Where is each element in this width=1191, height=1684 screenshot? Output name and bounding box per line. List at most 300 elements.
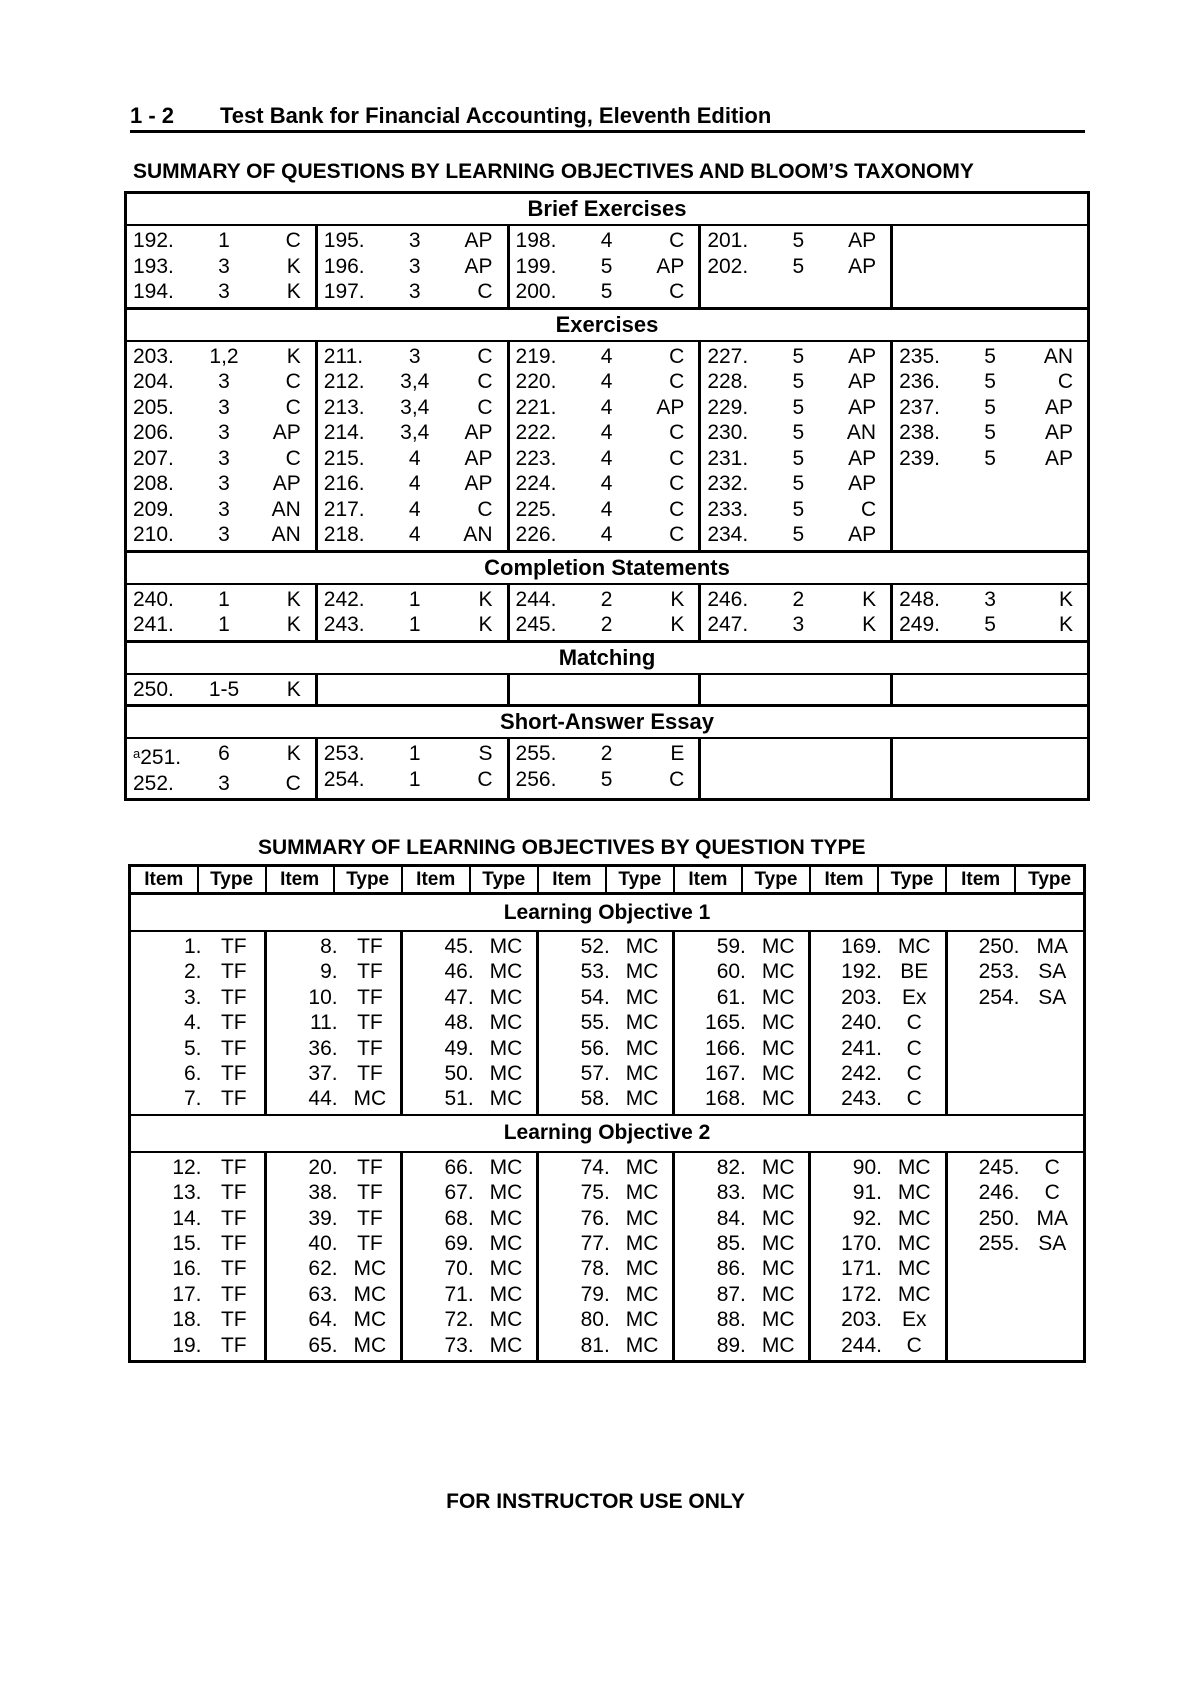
question-type: MC: [897, 935, 931, 958]
item-group: [402, 931, 538, 1115]
question-type: MC: [353, 1087, 387, 1111]
learning-objective: 5: [792, 229, 805, 252]
item-number: 55.: [580, 1011, 610, 1035]
item-number: 172.: [841, 1282, 882, 1306]
question-type: TF: [357, 985, 383, 1009]
objective-heading: Learning Objective 2: [130, 1115, 1085, 1152]
item-list: [948, 932, 1083, 1012]
item-number: 168.: [705, 1087, 746, 1111]
item-group: [674, 931, 810, 1115]
item-list: [675, 1153, 808, 1360]
question-type: MC: [625, 1181, 659, 1205]
question-number: 253.: [323, 742, 365, 765]
item-number: 19.: [172, 1333, 202, 1357]
question-type: MC: [625, 1282, 659, 1306]
question-type: MC: [625, 1308, 659, 1332]
type-column-header: Type: [742, 866, 810, 894]
question-number: 206.: [133, 421, 174, 444]
question-type: C: [906, 1062, 922, 1086]
item-number: 5.: [184, 1036, 202, 1060]
learning-objective: 4: [600, 421, 613, 444]
question-number: 247.: [707, 613, 749, 636]
learning-objective: 5: [984, 421, 996, 444]
question-number: 238.: [899, 421, 940, 444]
bloom-level: E: [670, 742, 685, 765]
question-type: MC: [897, 1257, 931, 1281]
learning-objective: 4: [408, 523, 421, 546]
section-data-row: [126, 674, 1089, 706]
bloom-level: AP: [848, 370, 877, 393]
item-number: 87.: [716, 1282, 746, 1306]
question-list: [701, 585, 890, 640]
question-type: MC: [625, 1257, 659, 1281]
question-number: 192.: [133, 229, 174, 252]
objective-data-row: [130, 931, 1085, 1115]
question-type: MC: [489, 1308, 523, 1332]
question-type: MC: [489, 1206, 523, 1230]
column-header-row: [130, 866, 1085, 894]
item-list: [131, 932, 264, 1114]
question-number: 232.: [707, 472, 749, 495]
bloom-level: AN: [463, 523, 493, 546]
question-number: 214.: [323, 421, 365, 444]
item-number: 71.: [444, 1282, 474, 1306]
bloom-level: K: [286, 254, 301, 278]
question-type: MC: [761, 1257, 795, 1281]
item-number: 57.: [580, 1062, 610, 1086]
question-type: MC: [489, 1181, 523, 1205]
bloom-level: AP: [1044, 421, 1073, 444]
question-number: 207.: [133, 446, 174, 470]
question-type: MC: [353, 1308, 387, 1332]
question-number: 195.: [323, 229, 365, 252]
item-column-header: Item: [130, 866, 198, 894]
learning-objective: 5: [792, 344, 805, 368]
bloom-level: K: [286, 613, 301, 636]
question-type: MC: [897, 1155, 931, 1179]
learning-objective-table: [128, 864, 1086, 1363]
item-number: 243.: [841, 1087, 882, 1111]
objective-heading: Learning Objective 1: [130, 894, 1085, 932]
item-number: 74.: [580, 1155, 610, 1179]
item-number: 66.: [444, 1155, 474, 1179]
question-type: SA: [1038, 1232, 1067, 1256]
section-header-row: [126, 193, 1089, 226]
question-group: [892, 341, 1089, 552]
question-type: Ex: [902, 1308, 927, 1332]
question-type: TF: [220, 1087, 247, 1111]
section-header-row: [126, 641, 1089, 674]
learning-objective: 5: [792, 497, 805, 521]
item-list: [539, 1153, 672, 1360]
item-number: 167.: [705, 1062, 746, 1086]
question-list: [318, 585, 507, 640]
question-number: 246.: [707, 587, 749, 611]
bloom-level: AP: [464, 446, 493, 470]
item-list: [539, 932, 672, 1114]
learning-objective: 5: [984, 344, 996, 368]
item-number: 48.: [444, 1011, 474, 1035]
objective-header-row: [130, 894, 1085, 932]
question-type: TF: [220, 1155, 247, 1179]
bloom-level: S: [478, 742, 493, 765]
type-column-header: Type: [334, 866, 402, 894]
question-type: TF: [357, 935, 383, 958]
question-type: MA: [1036, 935, 1068, 958]
question-type: TF: [220, 960, 247, 984]
question-list: [701, 342, 890, 550]
question-number: 197.: [323, 280, 365, 303]
item-number: 39.: [308, 1206, 338, 1230]
bloom-table-title: SUMMARY OF QUESTIONS BY LEARNING OBJECTIVES AND BLOOM’S TAXONOMY: [133, 160, 974, 183]
item-number: 53.: [580, 960, 610, 984]
item-column-header: Item: [946, 866, 1015, 894]
learning-objective: 3: [218, 395, 230, 419]
question-type: TF: [220, 1181, 247, 1205]
question-list: [127, 675, 315, 705]
bloom-level: AP: [656, 254, 685, 278]
learning-objective: 2: [792, 587, 805, 611]
question-group: [316, 584, 508, 642]
question-type: MC: [761, 1087, 795, 1111]
bloom-level: K: [478, 613, 493, 636]
type-column-header: Type: [606, 866, 674, 894]
question-number: 227.: [707, 344, 749, 368]
item-number: 69.: [444, 1232, 474, 1256]
bloom-level: C: [477, 344, 493, 368]
item-number: 38.: [308, 1181, 338, 1205]
bloom-level: AN: [1043, 344, 1073, 368]
bloom-level: AP: [464, 472, 493, 495]
question-group: [508, 225, 700, 308]
question-number: 229.: [707, 395, 749, 419]
item-number: 2.: [184, 960, 202, 984]
learning-objective: 3: [408, 254, 421, 278]
item-number: 15.: [172, 1232, 202, 1256]
question-list: [510, 739, 699, 794]
bloom-level: K: [862, 613, 877, 636]
question-list: [318, 675, 507, 704]
bloom-level: AP: [272, 472, 301, 495]
item-list: [131, 1153, 264, 1360]
item-number: 59.: [716, 935, 746, 958]
question-type: MC: [761, 1333, 795, 1357]
question-number: 228.: [707, 370, 749, 393]
question-type: C: [1044, 1155, 1060, 1179]
item-number: 90.: [852, 1155, 882, 1179]
item-number: 86.: [716, 1257, 746, 1281]
item-number: 91.: [852, 1181, 882, 1205]
question-type: SA: [1038, 985, 1067, 1009]
bloom-level: C: [477, 280, 493, 303]
question-type: MC: [489, 935, 523, 958]
question-type: MC: [761, 1308, 795, 1332]
question-list: [893, 585, 1087, 640]
bloom-level: C: [669, 472, 685, 495]
question-number: 219.: [515, 344, 557, 368]
learning-objective: 4: [600, 344, 613, 368]
bloom-level: C: [669, 523, 685, 546]
question-number: 208.: [133, 472, 174, 495]
bloom-level: C: [285, 395, 301, 419]
learning-objective: 2: [600, 587, 613, 611]
bloom-taxonomy-table: [124, 191, 1090, 801]
question-type: MC: [489, 1062, 523, 1086]
question-type: MC: [489, 1087, 523, 1111]
bloom-level: C: [285, 771, 301, 795]
type-column-header: Type: [470, 866, 538, 894]
learning-objective: 3: [408, 344, 421, 368]
question-list: [701, 226, 890, 281]
bloom-level: C: [669, 497, 685, 521]
learning-objective: 3: [218, 472, 230, 495]
question-type: BE: [900, 960, 929, 984]
bloom-level: C: [285, 370, 301, 393]
question-number: 234.: [707, 523, 749, 546]
question-type: MC: [489, 1036, 523, 1060]
item-number: 244.: [841, 1333, 882, 1357]
learning-objective: 3: [218, 497, 230, 521]
learning-objective: 3: [984, 587, 996, 611]
learning-objective: 4: [408, 497, 421, 521]
item-list: [267, 1153, 400, 1360]
question-type: C: [906, 1087, 922, 1111]
item-number: 56.: [580, 1036, 610, 1060]
learning-objective: 4: [600, 497, 613, 521]
item-number: 80.: [580, 1308, 610, 1332]
learning-objective: 5: [984, 370, 996, 393]
question-number: 243.: [323, 613, 365, 636]
question-type: MC: [761, 985, 795, 1009]
question-type: TF: [357, 1011, 383, 1035]
question-group: [126, 341, 317, 552]
question-number: 245.: [515, 613, 557, 636]
question-number: 224.: [515, 472, 557, 495]
item-number: 65.: [308, 1333, 338, 1357]
item-list: [811, 1153, 944, 1360]
item-number: 51.: [444, 1087, 474, 1111]
question-number: 203.: [133, 344, 174, 368]
learning-objective: 5: [792, 421, 805, 444]
item-number: 46.: [444, 960, 474, 984]
question-group: [316, 225, 508, 308]
bloom-level: C: [477, 370, 493, 393]
item-number: 40.: [308, 1232, 338, 1256]
bloom-level: AP: [848, 472, 877, 495]
item-group: [946, 931, 1084, 1115]
learning-objective: 1: [408, 742, 421, 765]
question-group: [892, 225, 1089, 308]
question-type: TF: [220, 985, 247, 1009]
learning-objective: 3: [408, 280, 421, 303]
question-number: 248.: [899, 587, 940, 611]
section-heading: Exercises: [126, 308, 1089, 341]
bloom-level: C: [669, 767, 685, 791]
item-number: 60.: [716, 960, 746, 984]
item-number: 6.: [184, 1062, 202, 1086]
question-type: TF: [220, 1062, 247, 1086]
learning-objective: 5: [792, 523, 805, 546]
question-list: [893, 226, 1087, 255]
bloom-level: K: [286, 587, 301, 611]
question-number: 254.: [323, 767, 365, 791]
bloom-level: AP: [1044, 395, 1073, 419]
question-group: [508, 341, 700, 552]
bloom-level: K: [478, 587, 493, 611]
question-number: 255.: [515, 742, 557, 765]
question-type: C: [1044, 1181, 1060, 1205]
item-number: 37.: [308, 1062, 338, 1086]
question-type: MC: [353, 1282, 387, 1306]
question-group: [316, 738, 508, 800]
question-number: 249.: [899, 613, 940, 636]
section-heading: Brief Exercises: [126, 193, 1089, 226]
learning-objective: 1: [218, 229, 230, 252]
bloom-level: AP: [656, 395, 685, 419]
learning-objective: 4: [408, 472, 421, 495]
question-number: 198.: [515, 229, 557, 252]
question-type: TF: [220, 1308, 247, 1332]
question-number-text: 251.: [140, 746, 182, 769]
question-type: MC: [625, 1206, 659, 1230]
item-group: [266, 1152, 402, 1362]
item-number: 82.: [716, 1155, 746, 1179]
question-type: TF: [220, 935, 247, 958]
learning-objective: 3: [218, 446, 230, 470]
item-group: [402, 1152, 538, 1362]
learning-objective: 1: [218, 587, 230, 611]
learning-objective: 3: [408, 229, 421, 252]
question-number: 230.: [707, 421, 749, 444]
item-number: 13.: [172, 1181, 202, 1205]
question-number: 199.: [515, 254, 557, 278]
learning-objective: 6: [218, 742, 230, 765]
book-title: Test Bank for Financial Accounting, Eleventh Edition: [220, 103, 772, 128]
item-number: 58.: [580, 1087, 610, 1111]
item-number: 1.: [184, 935, 202, 958]
question-type: TF: [357, 1062, 383, 1086]
item-number: 4.: [184, 1011, 202, 1035]
item-number: 8.: [320, 935, 338, 958]
item-number: 78.: [580, 1257, 610, 1281]
question-list: [318, 342, 507, 550]
bloom-level: AP: [848, 344, 877, 368]
question-number: 223.: [515, 446, 557, 470]
learning-objective: 1: [408, 587, 421, 611]
item-number: 62.: [308, 1257, 338, 1281]
bloom-level: AP: [848, 446, 877, 470]
learning-objective: 3,4: [400, 395, 430, 419]
item-group: [674, 1152, 810, 1362]
bloom-level: AP: [272, 421, 301, 444]
item-group: [946, 1152, 1084, 1362]
section-data-row: [126, 584, 1089, 642]
learning-objective: 3,4: [400, 421, 430, 444]
question-type: MC: [625, 1011, 659, 1035]
item-list: [403, 932, 536, 1114]
question-type: MC: [489, 1282, 523, 1306]
question-type: MC: [761, 1181, 795, 1205]
item-number: 36.: [308, 1036, 338, 1060]
bloom-level: AN: [846, 421, 877, 444]
question-number: 215.: [323, 446, 365, 470]
bloom-level: C: [477, 497, 493, 521]
learning-objective: 3: [218, 523, 230, 546]
bloom-level: AP: [848, 395, 877, 419]
question-group: [126, 584, 317, 642]
footnote-marker: a: [133, 746, 141, 761]
item-number: 192.: [841, 960, 882, 984]
item-number: 75.: [580, 1181, 610, 1205]
type-column-header: Type: [878, 866, 946, 894]
page-footer: FOR INSTRUCTOR USE ONLY: [446, 1490, 745, 1513]
item-number: 83.: [716, 1181, 746, 1205]
section-header-row: [126, 551, 1089, 584]
question-type: TF: [220, 1257, 247, 1281]
question-type: MC: [625, 960, 659, 984]
item-number: 88.: [716, 1308, 746, 1332]
question-number: 226.: [515, 523, 557, 546]
item-number: 165.: [705, 1011, 746, 1035]
question-type: TF: [357, 1181, 383, 1205]
question-number: 239.: [899, 446, 940, 470]
item-number: 166.: [705, 1036, 746, 1060]
question-type: MC: [625, 935, 659, 958]
learning-objective: 3: [792, 613, 805, 636]
question-list: [318, 226, 507, 307]
bloom-level: K: [1058, 613, 1073, 636]
section-data-row: [126, 738, 1089, 800]
item-number: 250.: [978, 1206, 1020, 1230]
question-group: [316, 341, 508, 552]
learning-objective: 5: [984, 395, 996, 419]
item-number: 61.: [716, 985, 746, 1009]
learning-objective: 4: [600, 472, 613, 495]
question-list: [510, 675, 699, 704]
bloom-level: C: [285, 446, 301, 470]
objective-data-row: [130, 1152, 1085, 1362]
question-type: SA: [1038, 960, 1067, 984]
question-group: [508, 584, 700, 642]
item-group: [538, 931, 674, 1115]
bloom-level: C: [669, 229, 685, 252]
item-number: 63.: [308, 1282, 338, 1306]
question-type: MC: [625, 1087, 659, 1111]
question-type: MC: [625, 1036, 659, 1060]
item-number: 169.: [841, 935, 882, 958]
item-number: 92.: [852, 1206, 882, 1230]
question-type: MC: [489, 1232, 523, 1256]
question-number: 240.: [133, 587, 174, 611]
item-group: [266, 931, 402, 1115]
question-type: TF: [220, 1333, 247, 1357]
question-list: [510, 342, 699, 550]
learning-objective: 4: [600, 229, 613, 252]
item-number: 85.: [716, 1232, 746, 1256]
item-list: [267, 932, 400, 1114]
item-number: 171.: [841, 1257, 882, 1281]
item-number: 47.: [444, 985, 474, 1009]
item-number: 203.: [841, 1308, 882, 1332]
item-number: 49.: [444, 1036, 474, 1060]
item-number: 72.: [444, 1308, 474, 1332]
learning-objective: 5: [984, 613, 996, 636]
item-number: 17.: [172, 1282, 202, 1306]
question-type: C: [906, 1011, 922, 1035]
question-type: TF: [220, 1036, 247, 1060]
item-group: [810, 931, 946, 1115]
section-heading: Completion Statements: [126, 551, 1089, 584]
